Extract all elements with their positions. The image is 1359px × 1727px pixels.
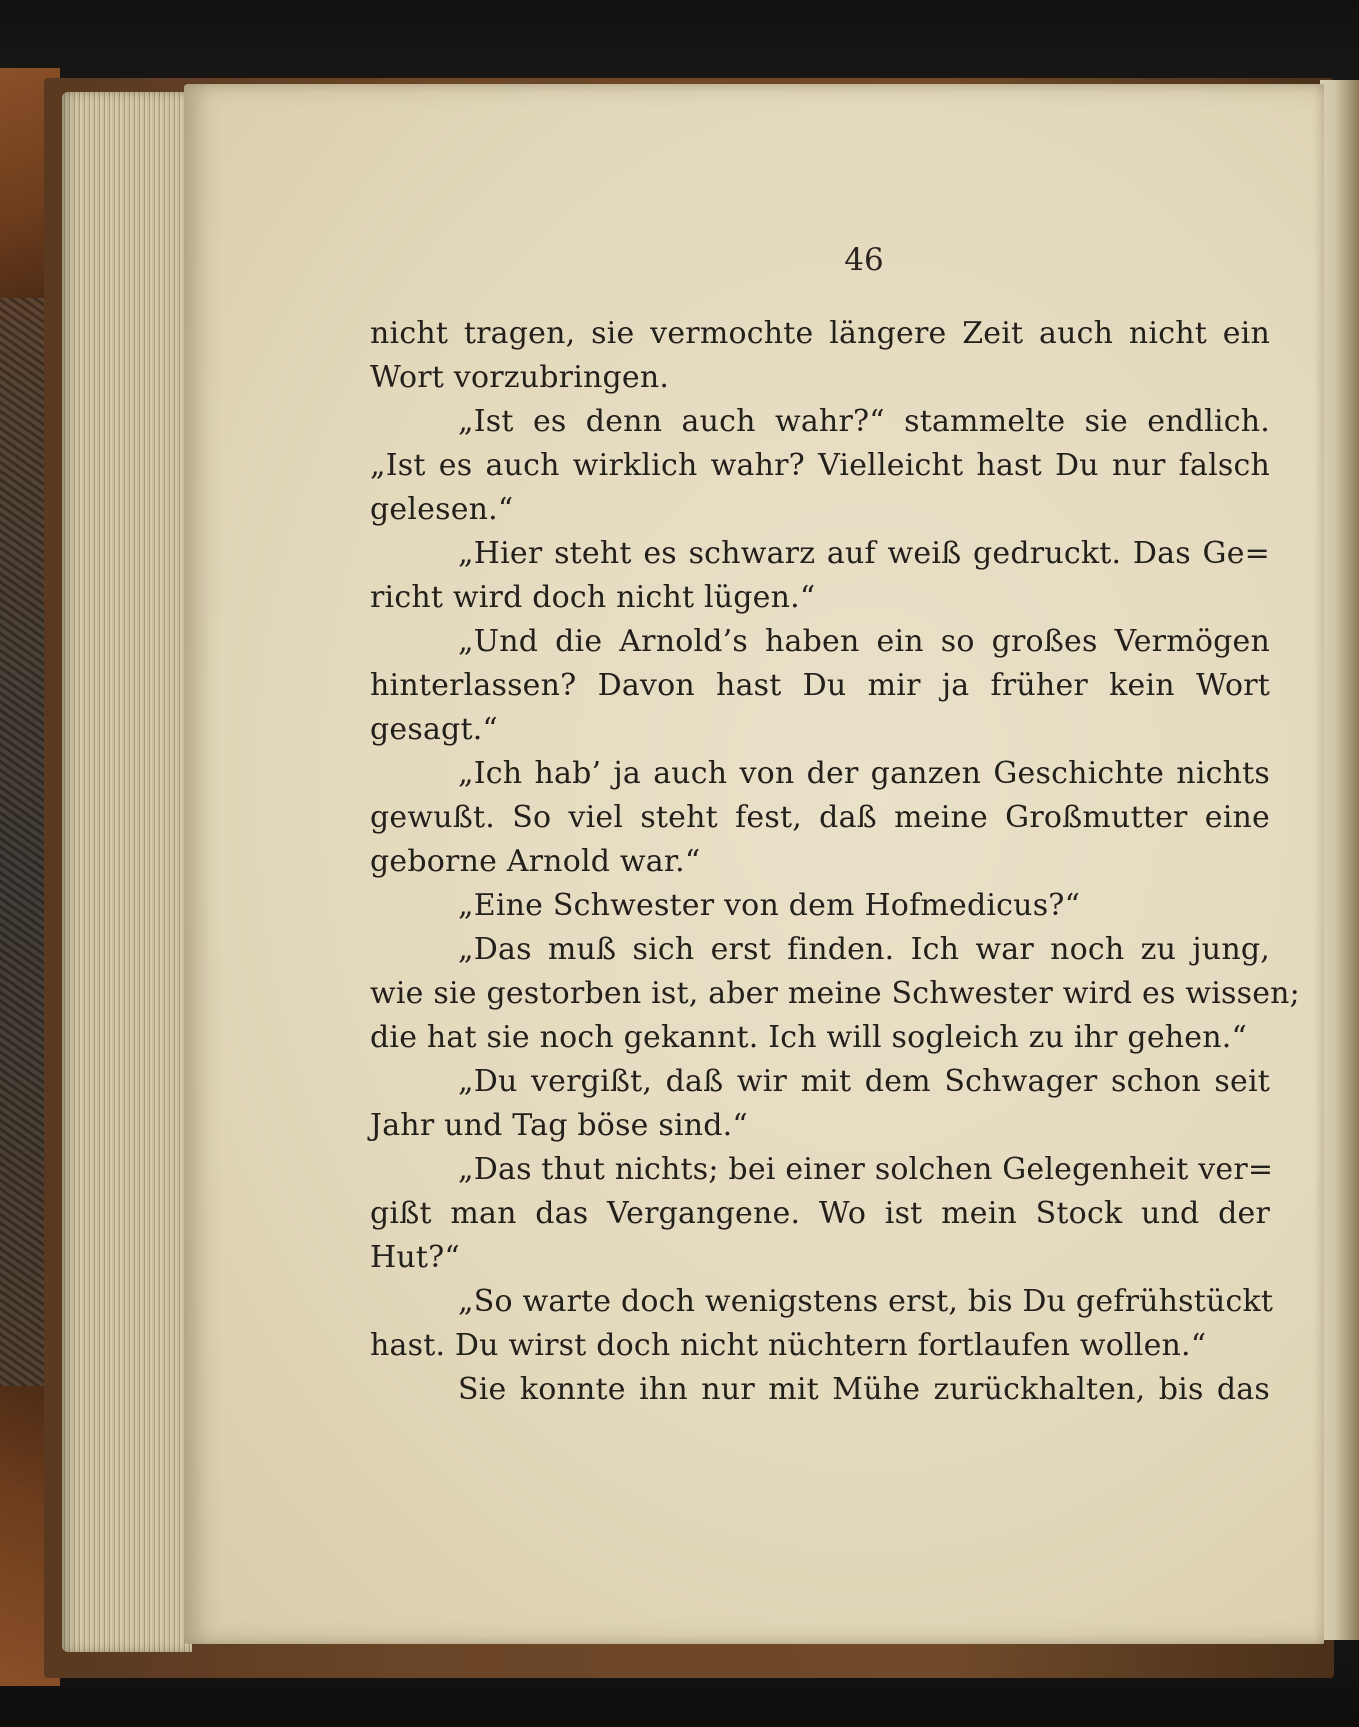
text-line: gelesen.“ [370, 492, 514, 527]
text-line: nicht tragen, sie vermochte längere Zeit auch nicht ein [370, 316, 1270, 351]
text-line: „Ich hab’ ja auch von der ganzen Geschichte nichts [458, 756, 1270, 791]
text-line: gewußt. So viel steht fest, daß meine Großmutter eine [370, 800, 1270, 835]
text-line: Wort vorzubringen. [370, 360, 670, 395]
page-text-block [370, 312, 1300, 1412]
text-line: gißt man das Vergangene. Wo ist mein Stock und der [370, 1196, 1270, 1231]
page-edges-stack [62, 92, 192, 1652]
text-line: „Hier steht es schwarz auf weiß gedruckt. Das Ge= [458, 536, 1270, 571]
page-number: 46 [844, 242, 884, 278]
book-page [184, 84, 1324, 1644]
text-line: „Eine Schwester von dem Hofmedicus?“ [458, 888, 1081, 923]
text-line: Sie konnte ihn nur mit Mühe zurückhalten, bis das [458, 1372, 1270, 1407]
text-line: „So warte doch wenigstens erst, bis Du gefrühstückt [458, 1284, 1274, 1319]
text-line: die hat sie noch gekannt. Ich will sogleich zu ihr gehen.“ [370, 1020, 1248, 1055]
text-line: Jahr und Tag böse sind.“ [370, 1108, 748, 1143]
next-page-edge [1320, 80, 1359, 1640]
text-line: hast. Du wirst doch nicht nüchtern fortlaufen wollen.“ [370, 1328, 1207, 1363]
text-line: „Und die Arnold’s haben ein so großes Vermögen [458, 624, 1270, 659]
text-line: geborne Arnold war.“ [370, 844, 701, 879]
text-line: „Ist es denn auch wahr?“ stammelte sie endlich. [458, 404, 1270, 439]
text-line: „Ist es auch wirklich wahr? Vielleicht hast Du nur falsch [370, 448, 1270, 483]
text-line: „Das muß sich erst finden. Ich war noch zu jung, [458, 932, 1270, 967]
text-line: „Du vergißt, daß wir mit dem Schwager schon seit [458, 1064, 1270, 1099]
text-line: Hut?“ [370, 1240, 460, 1275]
text-line: wie sie gestorben ist, aber meine Schwester wird es wissen; [370, 976, 1300, 1011]
text-line: richt wird doch nicht lügen.“ [370, 580, 816, 615]
text-line: „Das thut nichts; bei einer solchen Gelegenheit ver= [458, 1152, 1274, 1187]
text-line: gesagt.“ [370, 712, 498, 747]
text-line: hinterlassen? Davon hast Du mir ja früher kein Wort [370, 668, 1270, 703]
